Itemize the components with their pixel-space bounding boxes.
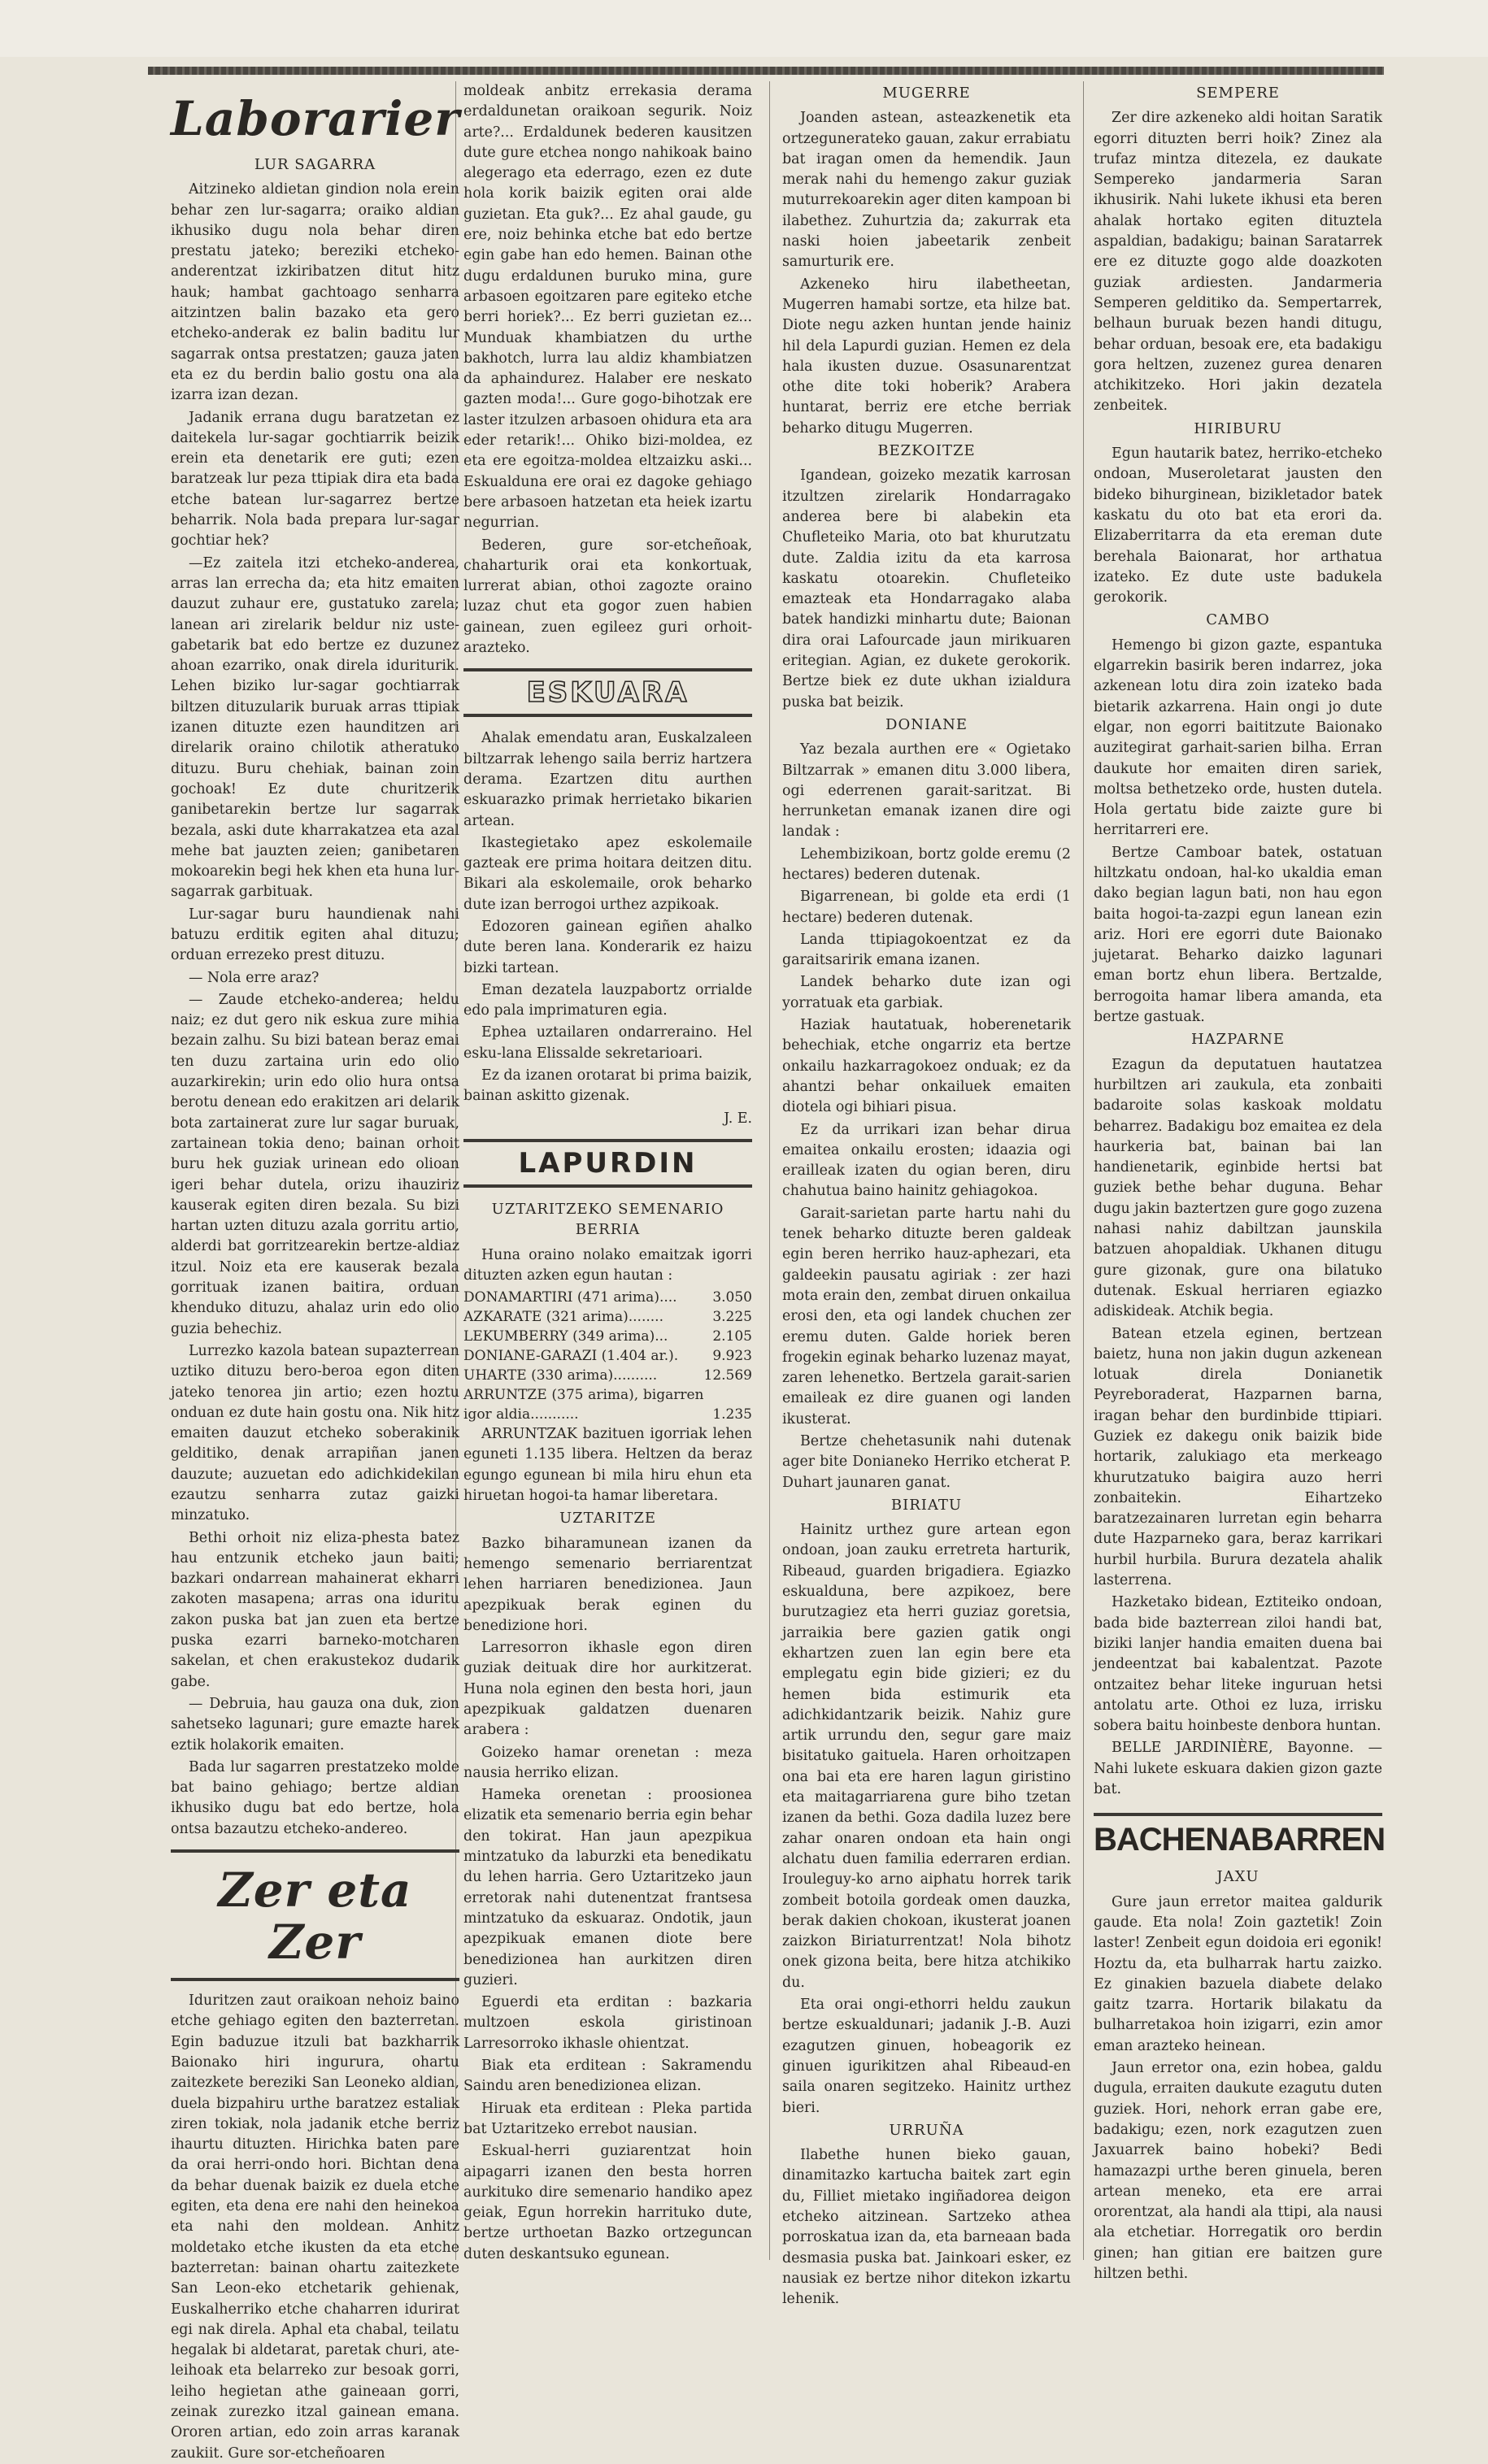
paragraph: Bederen, gure sor-etcheñoak, chaharturik orai eta konkortuak, lurrerat abian, othoi zagozte oraino luzaz chut eta gogor zuen habien gainean, zuen egileez guri orhoit-arazteko. [463, 537, 752, 657]
paragraph: Eta orai ongi-ethorri heldu zaukun bertze eskualdunari; jadanik J.-B. Auzi ezagutzen ginuen, hobeagorik ez ginuen igurikitzen ahal Ribeaud-en saila onaren segitzeko. Hainitz urthez bieri. [782, 1997, 1071, 2116]
article-heading: DONIANE [885, 715, 968, 733]
article-heading: BIRIATU [890, 1496, 963, 1514]
paragraph: Yaz bezala aurthen ere « Ogietako Biltzarrak » emanen ditu 3.000 libera, ogi ederrenen garait-saritzat. Bi herrunketan emanak izanen dire ogi landak : [782, 741, 1071, 841]
paragraph: Joanden astean, asteazkenetik eta ortzegunerateko gauan, zakur errabiatu bat iragan omen da hemendik. Jaun merak nahi du hemengo zakur guziak muturrekoarekin ager diten kampoan bi ilabethez. Zuhurtzia da; zakurrak eta naski hoien jabeetarik zenbeit samurturik ere. [782, 110, 1071, 271]
table-cell: UHARTE (330 arima).......... [463, 1367, 658, 1384]
paragraph: Ez da urrikari izan behar dirua emaitea onkailu erosten; idaazia ogi erailleak izaten du ogian beren, diru chahutua baino hainitz gehiagokoa. [782, 1121, 1071, 1200]
section-rule [171, 1978, 459, 1981]
paragraph: Bertze chehetasunik nahi dutenak ager bite Donianeko Herriko etcherat P. Duhart jaunaren ganat. [782, 1433, 1071, 1491]
paragraph: Azkeneko hiru ilabetheetan, Mugerren hamabi sortze, eta hilze bat. Diote negu azken huntan jende hainiz hil dela Lapurdi guzian. Hemen ez dela hala ikusten duzue. Osasunarentzat othe dite toki hoberik? Arabera huntarat, berriz ere etche berriak beharko ditugu Mugerren. [782, 276, 1071, 437]
paragraph: Biak eta erditean : Sakramendu Saindu aren benedizionea elizan. [463, 2058, 752, 2095]
article-heading: JAXU [1216, 1868, 1260, 1886]
table-row [463, 1366, 752, 1385]
paragraph: Iduritzen zaut oraikoan nehoiz baino etche gehiago egiten den bazterretan. Egin baduzue itzuli bat bazkharrik Baionako hiri ingurura, ohartu zaitezkete bereziki San Leoneko aldian, duela bizpahiru urthe baratzez estaliak ziren tokiak, nola jadanik etche berriz ihaurtu dituzten. Hirichka baten pare da orai herri-ondo hori. Bichtan dena da behar duenak baizik ez duela etche egiten, eta dena ere nahi den heinekoa eta nahi den moldean. Anhitz moldetako etche ikusten da eta etche bazterretan: bainan ohartu zaitezkete San Leon-eko etchetarik gehienak, Euskalherriko etche chaharren idurirat egi nak direla. Aphal eta chabal, teilatu hegalak bi aldetarat, paretak churi, ate-leihoak eta belarreko zur besoak gorri, leiho hegietan athe gaineaan gorri, zeinak zurezko itzal gainean emana. Ororen artian, edo zoin arras karanak zaukiit. Gure sor-etcheñoaren [171, 1992, 459, 2462]
paragraph: — Nola erre araz? [189, 969, 320, 986]
paragraph: Hameka orenetan : proosionea elizatik eta semenario berria egin behar den tokirat. Han jaun apezpikua mintzatuko da laburzki eta benedikatu du lehen harria. Gero Uztaritzeko jaun erretorak nahi dutenentzat frantsesa mintzatuko da eskuaraz. Ondotik, jaun apezpikuak emanen diote bere benedizionea han aurkitzen diren guzieri. [463, 1787, 752, 1988]
section-title-zer-eta-zer: Zer eta Zer [218, 1862, 412, 1971]
column-2 [463, 81, 752, 2260]
article-heading: HAZPARNE [1190, 1031, 1286, 1049]
paragraph: Larresorron ikhasle egon diren guziak deituak dire hor aurkitzerat. Huna nola eginen den besta hori, jaun apezpikuak galdatzen duenaren arabera : [463, 1640, 752, 1739]
column-4 [1094, 81, 1386, 2282]
table-cell: 1.235 [712, 1406, 752, 1423]
article-heading: BEZKOITZE [877, 442, 976, 460]
table-cell: DONAMARTIRI (471 arima).... [463, 1289, 677, 1306]
table-row [463, 1346, 752, 1366]
paragraph: Landek beharko dute izan ogi yorratuak eta garbiak. [782, 974, 1071, 1011]
table-cell: ARRUNTZE (375 arima), bigarren igor aldia........... [463, 1387, 704, 1423]
top-margin-band [0, 0, 1488, 57]
section-rule [171, 1849, 459, 1853]
paragraph: Egun hautarik batez, herriko-etcheko ondoan, Museroletarat jausten den bideko bihurginean, bizikletador batek kaskatu du oto bat eta erori da. Elizaberritarra da eta ereman dute berehala Baionarat, hor arthatua izateko. Ez dute uste badukela gerokorik. [1094, 445, 1382, 606]
article-heading: CAMBO [1206, 611, 1270, 629]
paragraph: Gure jaun erretor maitea galdurik gaude. Eta nola! Zoin gaztetik! Zoin laster! Zenbeit egun doidoia eri egonik! Hoztu da, eta bulharrak hartu zaizko. Ez ginakien bazuela diabete delako gaitz tzarra. Hortarik bilakatu da bulharretakoa hoin izigarri, ezin amor eman arazteko heinean. [1094, 1893, 1382, 2054]
paragraph: Bigarrenean, bi golde eta erdi (1 hectare) bederen dutenak. [782, 889, 1071, 926]
column-separator [769, 81, 770, 2260]
paragraph: Aitzineko aldietan gindion nola erein behar zen lur-sagarra; oraiko aldian ikhusiko dugu nola behar diren prestatu jateko; bereziki etcheko-anderentzat izkiribatzen ditut hitz hauk; hambat gachtoago senharra aitzintzen balin bazako eta gero etcheko-anderak ez balin baditu lur sagarrak ontsa prestatzen; gauza jaten eta ez du berdin balio gostu ona ala izarra izan dezan. [171, 181, 459, 404]
section-title-bachenabarren: BACHENABARREN [1094, 1813, 1382, 1863]
paragraph: Hazketako bidean, Eztiteiko ondoan, bada bide bazterrean ziloi handi bat, biziki lanjer handia emaiten duena bai jendeentzat bai kabalentzat. Pazote ontzaitez behar liteke inguruan hetsi antolatu arte. Othoi ez luza, irrisku sobera baitu hoinbeste denbora huntan. [1094, 1594, 1382, 1735]
paragraph: Batean etzela eginen, bertzean baietz, huna non jakin dugun azkenean lotuak direla Donianetik Peyreboraderat, Hazparnen barna, iragan behar den burdinbide ttipiari. Guziek ez dakegu onik baizik bide hortarik, zalukiago eta merkeago khurutzatuko baigira auzo herri zonbaitekin. Eihartzeko baratzezainaren lurretan egin beharra dute Hazparneko gara, beraz karrikari hurbil hurbila. Burura dezatela ahalik lasterrena. [1094, 1325, 1382, 1589]
paragraph: Garait-sarietan parte hartu nahi du tenek beharko dituzte beren galdeak egin beren herriko hauz-aphezari, eta galdeekin pausatu agiriak : zer hazi mota erain den, zembat diruen onkailua erosi den, eta ogi landek chuchen zer eremu duten. Galde horiek beren frogekin eginak beharko luzenaz mayat, zaren lehenetko. Bertzela garait-sarien emaileak ez dire guanen ogi landen ikusterat. [782, 1205, 1071, 1428]
paragraph: Eguerdi eta erditan : bazkaria multzoen eskola giristinoan Larresorroko ikhasle ohientzat. [463, 1994, 752, 2052]
advertisement: BELLE JARDINIÈRE, Bayonne. — Nahi lukete eskuara dakien gizon gazte bat. [1094, 1740, 1382, 1798]
paragraph: — Zaude etcheko-anderea; heldu naiz; ez dut gero nik eskua zure mihia bezain zalhu. Su bizi batean beraz emai ten duzu zartaina urin edo olio auzarkirekin; urin edo olio hura ontsa berotu denean edo erakitzen ari delarik bota zartainerat zure lur sagar buruak, zartainean tokia deno; bainan orhoit buru hek guziak urinean edo olioan igeri behar dutela, orizu ihauziriz kauserak egiten diren bezala. Su bizi hartan uzten dituzu azala gorritu artio, alderdi bat gorritzearekin bertze-aldiaz itzul. Noiz eta ere kauserak bezala gorrituak izanen baitira, orduan khenduko dituzu, ahalaz urin edo olio guzia behechiz. [171, 991, 459, 1337]
column-separator [1083, 81, 1084, 2260]
article-subtitle: UZTARITZEKO SEMENARIO BERRIA [491, 1200, 724, 1239]
section-title-lapurdin: LAPURDIN [463, 1139, 752, 1188]
paragraph: Huna oraino nolako emaitzak igorri dituzten azken egun hautan : [463, 1246, 752, 1284]
table-cell: 9.923 [712, 1348, 752, 1365]
paragraph: Hemengo bi gizon gazte, espantuka elgarrekin basirik beren indarrez, joka azkenean lotu dira zoin izateko bada bietarik azkarrena. Hain ongi jo dute elgar, non egorri baititzute Baionako auzitegirat garhait-sarien bilha. Erran daukute hor emaiten diren sariek, moltsa bethetzeko orde, husten dutela. Hola gertatu bide zaizte gure bi herritarreri ere. [1094, 637, 1382, 839]
table-cell: AZKARATE (321 arima)........ [463, 1309, 664, 1326]
column-3 [782, 81, 1071, 2308]
paragraph: Jaun erretor ona, ezin hobea, galdu dugula, erraiten daukute ezagutu duten guziek. Hori, nehork erran gabe ere, badakigu; ezen, nork ezagutzen zuen Jaxuarrek baino hobeki? Bedi hamazazpi urthe beren ginuela, beren artean meneko, eta ere arrai ororentzat, ala handi ala ttipi, ala nausi ala etchetiar. Horregatik oro berdin ginen; han gitian ere baitzen gure hiltzen bethi. [1094, 2060, 1382, 2282]
paragraph: Lur-sagar buru haundienak nahi batuzu erditik egiten ahal dituzu; orduan errezeko prest dituzu. [171, 906, 459, 964]
paragraph: Lehembizikoan, bortz golde eremu (2 hectares) bederen dutenak. [782, 845, 1071, 883]
article-subtitle: UZTARITZE [559, 1510, 656, 1528]
paragraph: — Debruia, hau gauza ona duk, zion sahetseko lagunari; gure emazte harek eztik holakorik emaiten. [171, 1695, 459, 1753]
paragraph: Ahalak emendatu aran, Euskalzaleen biltzarrak lehengo saila berriz hartzera derama. Ezartzen ditu aurthen eskuarazko primak herrietako bikarien artean. [463, 730, 752, 829]
paragraph: Hiruak eta erditean : Pleka partida bat Uztaritzeko errebot nausian. [463, 2100, 752, 2137]
paragraph: Eskual-herri guziarentzat hoin aipagarri izanen den besta horren aurkituko dire semenario handiko apez geiak, Egun horrekin harrituko dute, bertze urthoetan Bazko ortzeguncan duten deskantsuko egunean. [463, 2143, 752, 2262]
paragraph: Ezagun da deputatuen hautatzea hurbiltzen ari zaukula, eta zonbaiti badaroite solas kaskoak moldatu beharrez. Badakigu boz emaitea ez dela haurkeria bat, bainan bai lan handienetarik, eginbide hertsi bat guziek bethe behar duguna. Behar dugu jakin baztertzen gure gogo zuzena nahasi nahiz dabiltzan jaunskila batzuen ahopaldiak. Ukhanen ditugu gure gizonak, gure ona bilatuko dutenak. Eskual herriaren egiazko adiskideak. Atchik begia. [1094, 1056, 1382, 1320]
paragraph: Zer dire azkeneko aldi hoitan Saratik egorri dituzten berri hoik? Zinez ala trufaz mintza ditezela, ez daukate Sempereko jandarmeria Saran ikhusirik. Nahi lukete ikhusi eta beren ahalak hortako egiten dituztela aspaldian, badakigu; bainan Saratarrek ere ez dituzte gogo alde doazkoten guziak ardiesten. Jandarmeria Semperen gelditiko da. Sempertarrek, belhaun buruak bezen handi ditugu, behar orduan, besoak ere, eta badakigu gora heltzen, zuzenez gurea denaren atchikitzeko. Hori jakin dezatela zenbeitek. [1094, 110, 1382, 415]
table-row [463, 1385, 752, 1424]
paragraph: Eman dezatela lauzpabortz orrialde edo pala imprimaturen egia. [463, 981, 752, 1019]
paragraph: ARRUNTZAK bazituen igorriak lehen eguneti 1.135 libera. Heltzen da beraz egungo egunean bi mila hiru ehun eta hiruetan hogoi-ta hamar liberetara. [463, 1426, 752, 1505]
paragraph: Hainitz urthez gure artean egon ondoan, joan zauku erretreta harturik, Ribeaud, guarden brigadiera. Egiazko eskualduna, bere azpikoez, bere burutzagiez eta herri guziaz goretsia, jarraikia bere gazien gatik ongi ekhartzen zuen lan egin bere eta emplegatu egin bide gizieri; ez du hemen bida estimurik eta adichkidantzarik beizik. Nahiz gure artik urrundu den, segur gare maiz bisitatuko gaituela. Haren orhoitzapen ona bai eta ere haren lagun giristino eta maitagarriarena gure biho tzetan izanen da bethi. Goza dadila luzez bere zahar onaren ondoan eta hain ongi alchatu duen familia ederraren erdian. Irouleguy-ko arno aiphatu horrek tarik zombeit botoila gordeak omen dauzka, berak dakien chokoan, ikusterat joanen zaizkon Biriaturrentzat! Nola bihotz onek gizona beita, bere hitza atchikiko du. [782, 1522, 1071, 1991]
paragraph: Ephea uztailaren ondarreraino. Hel esku-lana Elissalde sekretarioari. [463, 1024, 752, 1062]
article-heading: HIRIBURU [1194, 419, 1282, 437]
table-cell: LEKUMBERRY (349 arima)... [463, 1328, 668, 1345]
paragraph: Bazko biharamunean izanen da hemengo semenario berriarentzat lehen harriaren benedizionea. Jaun apezpikuak berak eginen du benedizione hori. [463, 1535, 752, 1634]
paragraph: moldeak anbitz errekasia derama erdaldunetan oraikoan segurik. Noiz arte?... Erdaldunek bederen kausitzen dute gure etchea nongo nahikoak baino alegerago eta ederrago, ezen ez dute hola korik baizik egiten orai alde guzietan. Eta guk?... Ez ahal gaude, gu ere, noiz behinka etche bat edo bertze egin gabe han edo hemen. Bainan othe dugu erdaldunen buruko mina, gure arbasoen egoitzaren pare egiteko etche berri horiek?... Ez berri guzietan ez... Munduak khambiatzen du urthe bakhotch, lurra lau aldiz khambiatzen da aphaindurez. Halaber ere neskato gazten moda!... Gure gogo-bihotzak ere laster itzulzen arbasoen ohidura eta ara eder retarik!... Ohiko bizi-moldea, ez eta ere egoitza-moldea eltzaizku aski... Eskualduna ere orai ez dagoke gehiago bere arbasoen hatzetan eta heiek izartu negurrian. [463, 83, 752, 532]
article-heading: URRUÑA [889, 2121, 964, 2139]
table-cell: 12.569 [703, 1367, 752, 1384]
column-1 [171, 81, 460, 2462]
article-subtitle: LUR SAGARRA [254, 156, 376, 173]
section-title-laborarier: Laborarier [171, 91, 460, 146]
signature: J. E. [724, 1110, 752, 1127]
paragraph: —Ez zaitela itzi etcheko-anderea, arras lan errecha da; eta hitz emaiten dauzut zuhaur ere, gustatuko zarela; lanean ari zirelarik beldur niz uste-gabetarik bat edo bertze ez duzunez ahoan ezarriko, onak direla iduriturik. Lehen biziko lur-sagar gochtiarrak biltzen dituzularik buruak arras ttipiak izanen dituzte ezen haunditzen ari direlarik oraino chilotik atheratuko dituzu. Buru chehiak, bainan zoin gochoak! Ez dute churitzerik ganibetarekin bertze lur sagarrak bezala, aski dute kharrakatzea eta azal mehe bat jauzten zeien; ganibetaren mokoarekin begi hek khen eta huna lur-sagarrak garbituak. [171, 554, 459, 901]
paragraph: Goizeko hamar orenetan : meza nausia herriko elizan. [463, 1744, 752, 1781]
paragraph: Bethi orhoit niz eliza-phesta batez hau entzunik etcheko jaun baiti; bazkari ondarrean mahainerat ekharri zakoten masapena; arras ona iduritu zakon puska bat jan zuen eta bertze puska ezarri barneko-motcharen sakelan, et chen erakustekoz dudarik gabe. [171, 1529, 459, 1690]
table-cell: 3.050 [712, 1289, 752, 1306]
paragraph: Jadanik errana dugu baratzetan ez daitekela lur-sagar gochtiarrik beizik erein eta denetarik ere guti; ezen baratzeak lur peza ttipiak dira eta bada etche batean lur-sagarrez bertze beharrik. Nola bada prepara lur-sagar gochtiar hek? [171, 409, 459, 550]
paragraph: Bada lur sagarren prestatzeko molde bat baino gehiago; bertze aldian ikhusiko dugu bat edo bertze, hola ontsa bazautzu etcheko-andereo. [171, 1758, 459, 1837]
paragraph: Edozoren gainean egiñen ahalko dute beren lana. Konderarik ez haizu bizki tartean. [463, 918, 752, 976]
table-cell: DONIANE-GARAZI (1.404 ar.). [463, 1348, 679, 1365]
article-heading: SEMPERE [1196, 85, 1280, 102]
paragraph: Bertze Camboar batek, ostatuan hiltzkatu ondoan, hal-ko ukaldia eman dako begian lagun bati, non hau egon baita hogoi-ta-zazpi egun lanean ezin ariz. Hori ere egorri dute Baionako jujetarat. Beharko daizko lagunari eman bortz ehun libera. Bertzalde, berrogoita hamar libera amanda, eta bertze gastuak. [1094, 844, 1382, 1026]
donations-table [463, 1288, 752, 1424]
paragraph: Ikastegietako apez eskolemaile gazteak ere prima hoitara deitzen ditu. Bikari ala eskolemaile, orok beharko dute izan berrogoi urthez azpikoak. [463, 834, 752, 913]
article-heading: MUGERRE [882, 85, 971, 102]
paragraph: Haziak hautatuak, hoberenetarik behechiak, etche ongarriz eta bertze onkailu hazkarragokoez onduak; ez da ahantzi behar onkailuek emaiten diotela ogi bihiari pisua. [782, 1017, 1071, 1116]
table-cell: 3.225 [712, 1309, 752, 1326]
paragraph: Igandean, goizeko mezatik karrosan itzultzen zirelarik Hondarragako anderea bere bi alabekin eta Chufleteiko Maria, oto bat khurutzatu dute. Zaldia izitu da eta karrosa kaskatu otoarekin. Chufleteiko emazteak eta Hondarragako alaba batek handizki minhartu dute; Baionan dira orai Lafourcade jaun mirikuaren eritegian. Agian, ez dukete gerokorik. Bertze biek ez dute ukhan izialdura puska bat beizik. [782, 467, 1071, 711]
table-row [463, 1288, 752, 1307]
table-row [463, 1307, 752, 1327]
paragraph: Ilabethe hunen bieko gauan, dinamitazko kartucha baitek zart egin du, Filliet mietako ingiñadorea deigon etcheko aitzinean. Sartzeko athea porroskatua izan da, eta barneaan bada desmasia puska bat. Jainkoari esker, ez nausiak ez bertze nihor ditekon izkartu lehenik. [782, 2147, 1071, 2308]
top-rule [148, 67, 1384, 75]
paragraph: Landa ttipiagokoentzat ez da garaitsaririk emana izanen. [782, 931, 1071, 969]
paragraph: Ez da izanen orotarat bi prima baizik, bainan askitto gizenak. [463, 1067, 753, 1105]
table-cell: 2.105 [712, 1328, 752, 1345]
paragraph: Lurrezko kazola batean supazterrean uztiko dituzu bero-beroa egon diten jateko tenorea jin artio; ezen hoztu onduan ez dute hain gostu ona. Nik hitz emaiten dauzut etcheko soberakinik gelditiko, denak arrapiñan janen dauzute; auzuetan edo adichkidekilan ezautzu senharra zutaz gaizki minzatuko. [171, 1342, 459, 1524]
section-title-eskuara: ESKUARA [463, 668, 752, 717]
table-row [463, 1327, 752, 1346]
